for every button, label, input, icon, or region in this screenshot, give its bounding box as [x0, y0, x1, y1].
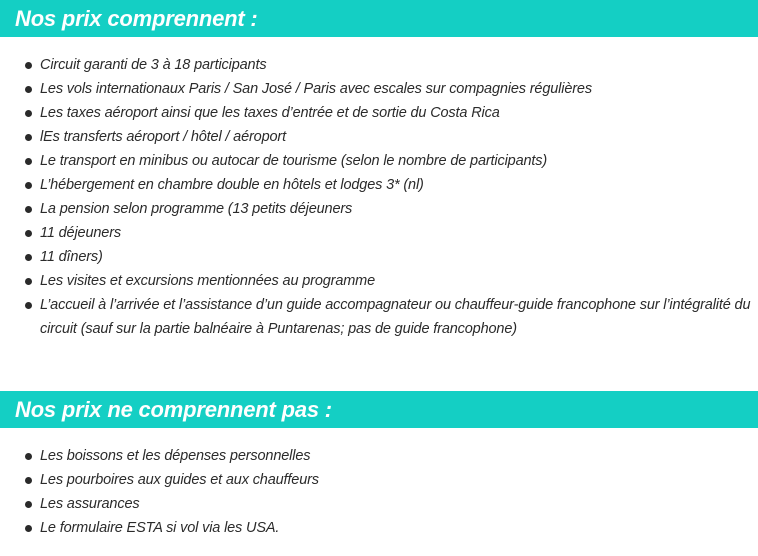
included-title: Nos prix comprennent :	[15, 5, 258, 31]
list-item-text: Circuit garanti de 3 à 18 participants	[40, 57, 267, 73]
bullet-icon	[25, 110, 32, 117]
list-item-text: lEs transferts aéroport / hôtel / aéroport	[40, 129, 286, 145]
included-banner	[0, 0, 758, 37]
bullet-icon	[25, 525, 32, 532]
bullet-icon	[25, 158, 32, 165]
list-item	[0, 492, 758, 516]
list-item-text: Les vols internationaux Paris / San José / Paris avec escales sur compagnies régulières	[40, 81, 592, 97]
list-item-text: La pension selon programme (13 petits déjeuners	[40, 201, 353, 217]
list-item	[0, 444, 758, 468]
included-list	[0, 53, 758, 341]
list-item-text: Les boissons et les dépenses personnelles	[40, 448, 311, 464]
list-item	[0, 269, 758, 293]
excluded-section	[0, 391, 758, 540]
bullet-icon	[25, 230, 32, 237]
list-item	[0, 125, 758, 149]
list-item	[0, 77, 758, 101]
list-item-text: Les visites et excursions mentionnées au programme	[40, 273, 376, 289]
list-item	[0, 516, 758, 540]
list-item-text: Les pourboires aux guides et aux chauffeurs	[40, 472, 319, 488]
list-item-text: Le transport en minibus ou autocar de tourisme (selon le nombre de participants)	[40, 153, 548, 169]
bullet-icon	[25, 278, 32, 285]
bullet-icon	[25, 302, 32, 309]
bullet-icon	[25, 62, 32, 69]
list-item-text: Le formulaire ESTA si vol via les USA.	[40, 520, 280, 536]
excluded-list	[0, 444, 758, 540]
list-item	[0, 149, 758, 173]
list-item-text: L’accueil à l’arrivée et l’assistance d’un guide accompagnateur ou chauffeur-guide francophone sur l’intégralité du circuit (sauf sur la partie balnéaire à Puntarenas; pas de guide francophone)	[40, 297, 751, 337]
bullet-icon	[25, 134, 32, 141]
list-item-text: Les assurances	[40, 496, 140, 512]
bullet-icon	[25, 453, 32, 460]
excluded-banner	[0, 391, 758, 428]
bullet-icon	[25, 477, 32, 484]
list-item	[0, 468, 758, 492]
list-item	[0, 197, 758, 221]
list-item-text: L’hébergement en chambre double en hôtels et lodges 3* (nl)	[40, 177, 424, 193]
bullet-icon	[25, 254, 32, 261]
list-item	[0, 101, 758, 125]
excluded-title: Nos prix ne comprennent pas :	[15, 396, 332, 422]
bullet-icon	[25, 86, 32, 93]
list-item	[0, 245, 758, 269]
list-item-text: 11 déjeuners	[40, 225, 121, 241]
list-item	[0, 173, 758, 197]
bullet-icon	[25, 206, 32, 213]
list-item-text: Les taxes aéroport ainsi que les taxes d’entrée et de sortie du Costa Rica	[40, 105, 500, 121]
bullet-icon	[25, 182, 32, 189]
bullet-icon	[25, 501, 32, 508]
list-item	[0, 293, 758, 341]
list-item	[0, 221, 758, 245]
list-item	[0, 53, 758, 77]
list-item-text: 11 dîners)	[40, 249, 103, 265]
